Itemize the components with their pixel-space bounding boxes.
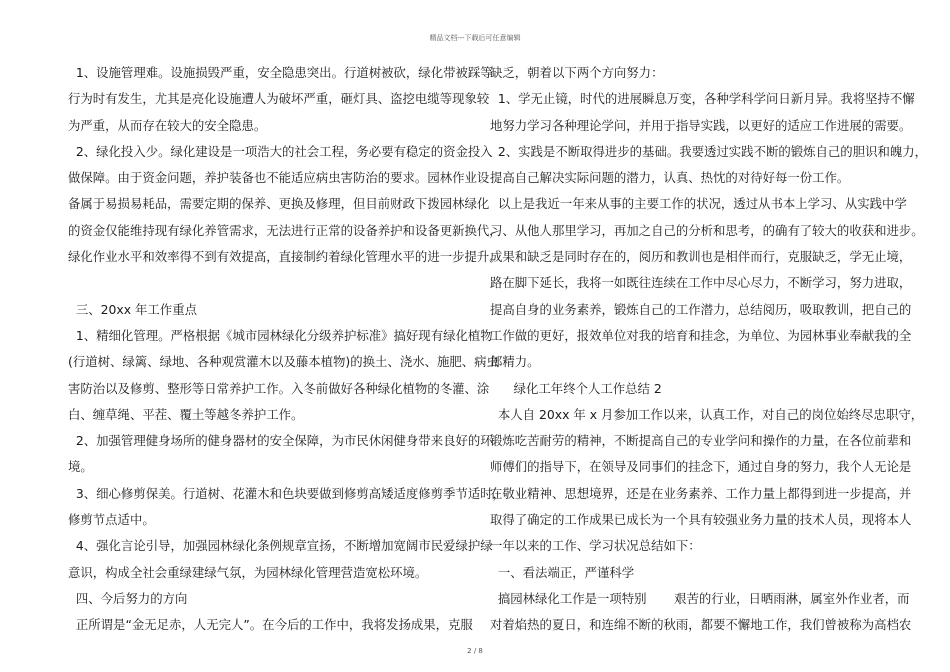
text-line: 对着焰热的夏日，和连绵不断的秋雨，都要不懈地工作，我们曾被称为高档农: [490, 617, 912, 633]
text-line: 1、精细化管理。严格根据《城市园林绿化分级养护标准》搞好现有绿化植物: [68, 327, 493, 343]
text-line: 为严重，从而存在较大的安全隐患。: [68, 117, 267, 133]
text-line: 2、加强管理健身场所的健身器材的安全保障，为市民休闲健身带来良好的环: [68, 433, 493, 449]
text-line: 以上是我近一年来从事的主要工作的状况，透过从书本上学习、从实践中学: [490, 196, 907, 212]
text-line: 害防治以及修剪、整形等日常养护工作。入冬前做好各种绿化植物的冬灌、涂: [68, 380, 490, 396]
text-line: 4、强化言论引导，加强园林绿化条例规章宣扬，不断增加宽阔市民爱绿护绿: [68, 538, 493, 554]
text-line: [68, 270, 468, 296]
page-number: 2 / 8: [467, 647, 483, 655]
text-line: 提高自身的业务素养，锻炼自己的工作潜力，总结阅历，吸取教训，把自己的: [490, 301, 912, 317]
text-line: 修剪节点适中。: [68, 512, 155, 528]
text-line: 部精力。: [490, 354, 540, 370]
text-line: 绿化工年终个人工作总结 2: [490, 380, 662, 396]
text-line: 2、绿化投入少。绿化建设是一项浩大的社会工程，务必要有稳定的资金投入: [68, 143, 493, 159]
text-line: 取得了确定的工作成果已成长为一个具有较强业务力量的技术人员，现将本人: [490, 512, 912, 528]
text-line: 提高自己解决实际问题的潜力，认真、热忱的对待好每一份工作。: [490, 170, 850, 186]
text-line: 缺乏，朝着以下两个方向努力：: [490, 65, 664, 80]
text-line: 锻炼吃苦耐劳的精神，不断提高自己的专业学问和操作的力量，在各位前辈和: [490, 433, 912, 449]
text-line: 工作做的更好，报效单位对我的培育和挂念，为单位、为园林事业奉献我的全: [490, 327, 912, 343]
text-line: 在敬业精神、思想境界，还是在业务素养、工作力量上都得到进一步提高，并: [490, 485, 912, 501]
right-column: [490, 60, 928, 639]
text-line: 的资金仅能维持现有绿化养管需求，无法进行正常的设备养护和设备更新换代，: [68, 222, 502, 238]
text-line: 1、学无止镜，时代的进展瞬息万变，各种学科学问日新月异。我将坚持不懈: [490, 91, 915, 107]
text-line: 意识，构成全社会重绿建绿气氛，为园林绿化管理营造宽松环境。: [68, 564, 428, 580]
text-line: 四、今后努力的方向: [68, 590, 188, 606]
text-line: 做保障。由于资金问题，养护装备也不能适应病虫害防治的要求。园林作业设: [68, 170, 490, 186]
text-line: 正所谓是“金无足赤，人无完人”。在今后的工作中，我将发扬成果，克服: [68, 617, 473, 633]
text-line: 搞园林绿化工作是一项特别 艰苦的行业，日晒雨淋，属室外作业者，而: [490, 590, 910, 606]
text-line: 3、细心修剪保美。行道树、花灌木和色块要做到修剪高矮适度修剪季节适时，: [68, 485, 506, 501]
text-line: 路在脚下延长，我将一如既往连续在工作中尽心尽力，不断学习，努力进取，: [490, 275, 912, 291]
page-header: 精品文档---下载后可任意编辑: [429, 34, 521, 42]
text-line: 三、20xx 年工作重点: [68, 301, 197, 317]
text-line: 一、看法端正，严谨科学: [490, 564, 635, 580]
text-line: 备属于易损易耗品，需要定期的保养、更换及修理，但目前财政下拨园林绿化: [68, 196, 490, 212]
text-line: 本人自 20xx 年 x 月参加工作以来，认真工作，对自己的岗位始终尽忠职守，: [490, 406, 924, 422]
text-line: 习、从他人那里学习，再加之自己的分析和思考，的确有了较大的收获和进步。: [490, 222, 924, 238]
left-column: [68, 60, 506, 639]
text-line: 成果和缺乏是同时存在的，阅历和教训也是相伴而行，克服缺乏，学无止境，: [490, 249, 912, 265]
text-line: 2、实践是不断取得进步的基础。我要透过实践不断的锻炼自己的胆识和魄力，: [490, 143, 928, 159]
text-line: 师傅们的指导下，在领导及同事们的挂念下，通过自身的努力，我个人无论是: [490, 459, 912, 475]
text-line: 行为时有发生，尤其是亮化设施遭人为破坏严重，砸灯具、盗挖电缆等现象较: [68, 91, 490, 107]
text-line: (行道树、绿篱、绿地、各种观赏灌木以及藤本植物)的换土、浇水、施肥、病虫: [68, 354, 499, 370]
text-line: 1、设施管理难。设施损毁严重，安全隐患突出。行道树被砍，绿化带被踩等: [68, 65, 493, 80]
text-line: 白、缠草绳、平茬、覆土等越冬养护工作。: [68, 406, 304, 422]
text-line: 地努力学习各种理论学问，并用于指导实践，以更好的适应工作进展的需要。: [490, 117, 912, 133]
text-line: 绿化作业水平和效率得不到有效提高，直接制约着绿化管理水平的进一步提升。: [68, 249, 502, 265]
text-line: 境。: [68, 459, 93, 475]
text-line: 一年以来的工作、学习状况总结如下：: [490, 538, 701, 554]
